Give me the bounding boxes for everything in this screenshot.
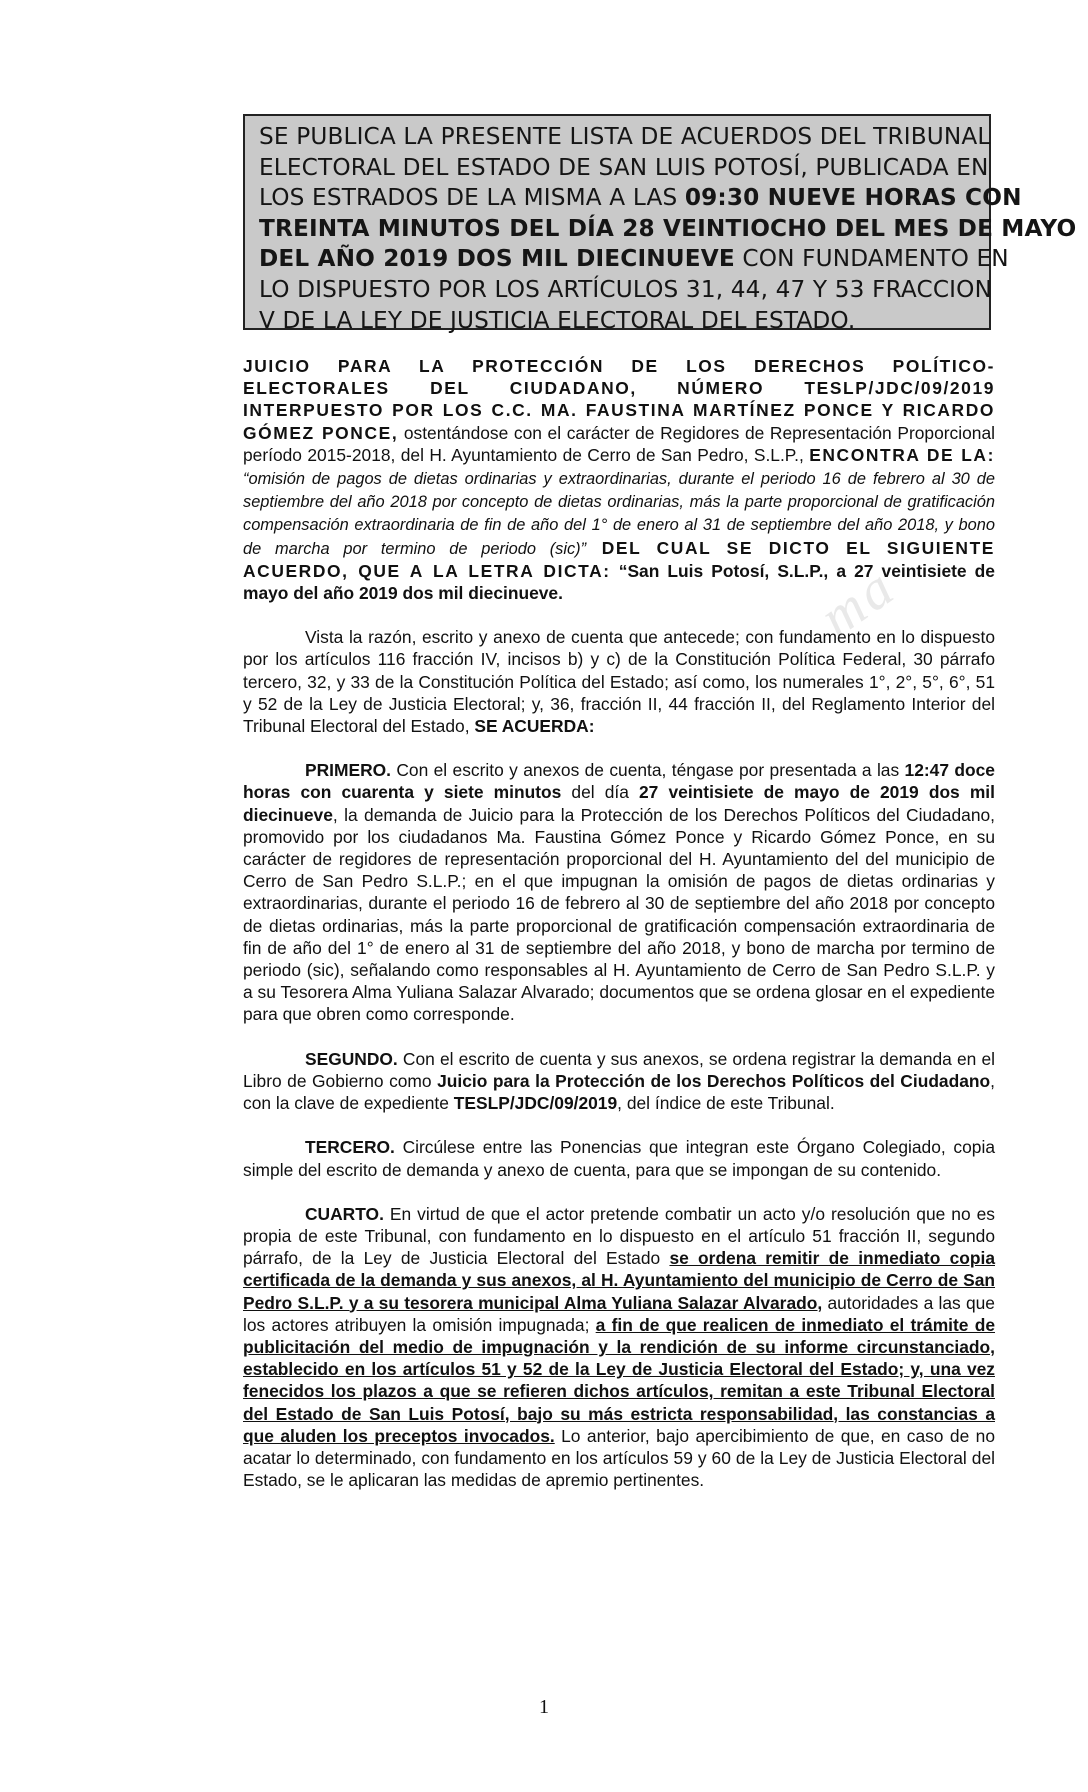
notice-line: LOS ESTRADOS DE LA MISMA A LAS 09:30 NUEVE HORAS CON [259,184,1022,212]
notice-line: V DE LA LEY DE JUSTICIA ELECTORAL DEL ESTADO. [259,306,856,334]
case-caption: JUICIO PARA LA PROTECCIÓN DE LOS DERECHOS POLÍTICO-ELECTORALES DEL CIUDADANO, NÚMERO TESLP/JDC/09/2019 INTERPUESTO POR LOS C.C. MA. FAUSTINA MARTÍNEZ PONCE Y RICARDO GÓMEZ PONCE, ostentándose con el carácter de Regidores de Representación Proporcional período 2015-2018, del H. Ayuntamiento de Cerro de San Pedro, S.L.P., ENCONTRA DE LA: “omisión de pagos de dietas ordinarias y extraordinarias, durante el periodo 16 de febrero al 30 de septiembre del año 2018 por concepto de dietas ordinarias, más la parte proporcional de gratificación compensación extraordinaria de fin de año del 1° de enero al 31 de septiembre del año 2018, y bono de marcha por termino de periodo (sic)” DEL CUAL SE DICTO EL SIGUIENTE ACUERDO, QUE A LA LETRA DICTA: “San Luis Potosí, S.L.P., a 27 veintisiete de mayo del año 2019 dos mil diecinueve. [243,356,995,604]
notice-line: ELECTORAL DEL ESTADO DE SAN LUIS POTOSÍ, PUBLICADA EN [259,153,989,181]
paragraph-tercero: TERCERO. Circúlese entre las Ponencias que integran este Órgano Colegiado, copia simple del escrito de demanda y anexo de cuenta, para que se impongan de su contenido. [243,1137,995,1180]
publication-notice-box [243,114,1077,334]
paragraph-cuarto: CUARTO. En virtud de que el actor pretende combatir un acto y/o resolución que no es propia de este Tribunal, con fundamento en lo dispuesto en el artículo 51 fracción II, segundo párrafo, de la Ley de Justicia Electoral del Estado se ordena remitir de inmediato copia certificada de la demanda y sus anexos, al H. Ayuntamiento del municipio de Cerro de San Pedro S.L.P. y a su tesorera municipal Alma Yuliana Salazar Alvarado, autoridades a las que los actores atribuyen la omisión impugnada; a fin de que realicen de inmediato el trámite de publicitación del medio de impugnación y la rendición de su informe circunstanciado, establecido en los artículos 51 y 52 de la Ley de Justicia Electoral del Estado; y, una vez fenecidos los plazos a que se refieren dichos artículos, remitan a este Tribunal Electoral del Estado de San Luis Potosí, bajo su más estricta responsabilidad, las constancias a que aluden los preceptos invocados. Lo anterior, bajo apercibimiento de que, en caso de no acatar lo determinado, con fundamento en los artículos 59 y 60 de la Ley de Justicia Electoral del Estado, se le aplicaran las medidas de apremio pertinentes. [243,1203,995,1491]
paragraph-primero: PRIMERO. Con el escrito y anexos de cuenta, téngase por presentada a las 12:47 doce horas con cuarenta y siete minutos del día 27 veintisiete de mayo de 2019 dos mil diecinueve, la demanda de Juicio para la Protección de los Derechos Políticos del Ciudadano, promovido por los ciudadanos Ma. Faustina Gómez Ponce y Ricardo Gómez Ponce, en su carácter de regidores de representación proporcional del H. Ayuntamiento del del municipio de Cerro de San Pedro S.L.P.; en el que impugnan la omisión de pagos de dietas ordinarias y extraordinarias, durante el periodo 16 de febrero al 30 de septiembre del año 2018 por concepto de dietas ordinarias, más la parte proporcional de gratificación compensación extraordinaria de fin de año del 1° de enero al 31 de septiembre del año 2018, y bono de marcha por termino de periodo (sic), señalando como responsables al H. Ayuntamiento de Cerro de San Pedro S.L.P. y a su Tesorera Alma Yuliana Salazar Alvarado; documentos que se ordena glosar en el expediente para que obren como corresponde. [243,760,995,1025]
notice-line: DEL AÑO 2019 DOS MIL DIECINUEVE CON FUNDAMENTO EN [259,245,1009,273]
notice-line: TREINTA MINUTOS DEL DÍA 28 VEINTIOCHO DEL MES DE MAYO [259,214,1077,242]
paragraph-vista: Vista la razón, escrito y anexo de cuenta que antecede; con fundamento en lo dispuesto por los artículos 116 fracción IV, incisos b) y c) de la Constitución Política Federal, 30 párrafo tercero, 32, y 33 de la Constitución Política del Estado; así como, los numerales 1°, 2°, 5°, 6°, 51 y 52 de la Ley de Justicia Electoral; y, 36, fracción II, 44 fracción II, del Reglamento Interior del Tribunal Electoral del Estado, SE ACUERDA: [243,627,995,737]
page-number: 1 [539,1696,549,1718]
paragraph-segundo: SEGUNDO. Con el escrito de cuenta y sus anexos, se ordena registrar la demanda en el Libro de Gobierno como Juicio para la Protección de los Derechos Políticos del Ciudadano, con la clave de expediente TESLP/JDC/09/2019, del índice de este Tribunal. [243,1048,995,1114]
document-body [243,355,995,1491]
notice-line: LO DISPUESTO POR LOS ARTÍCULOS 31, 44, 47 Y 53 FRACCION [259,275,993,303]
notice-line: SE PUBLICA LA PRESENTE LISTA DE ACUERDOS DEL TRIBUNAL [259,123,991,150]
watermark: ma [809,554,908,650]
